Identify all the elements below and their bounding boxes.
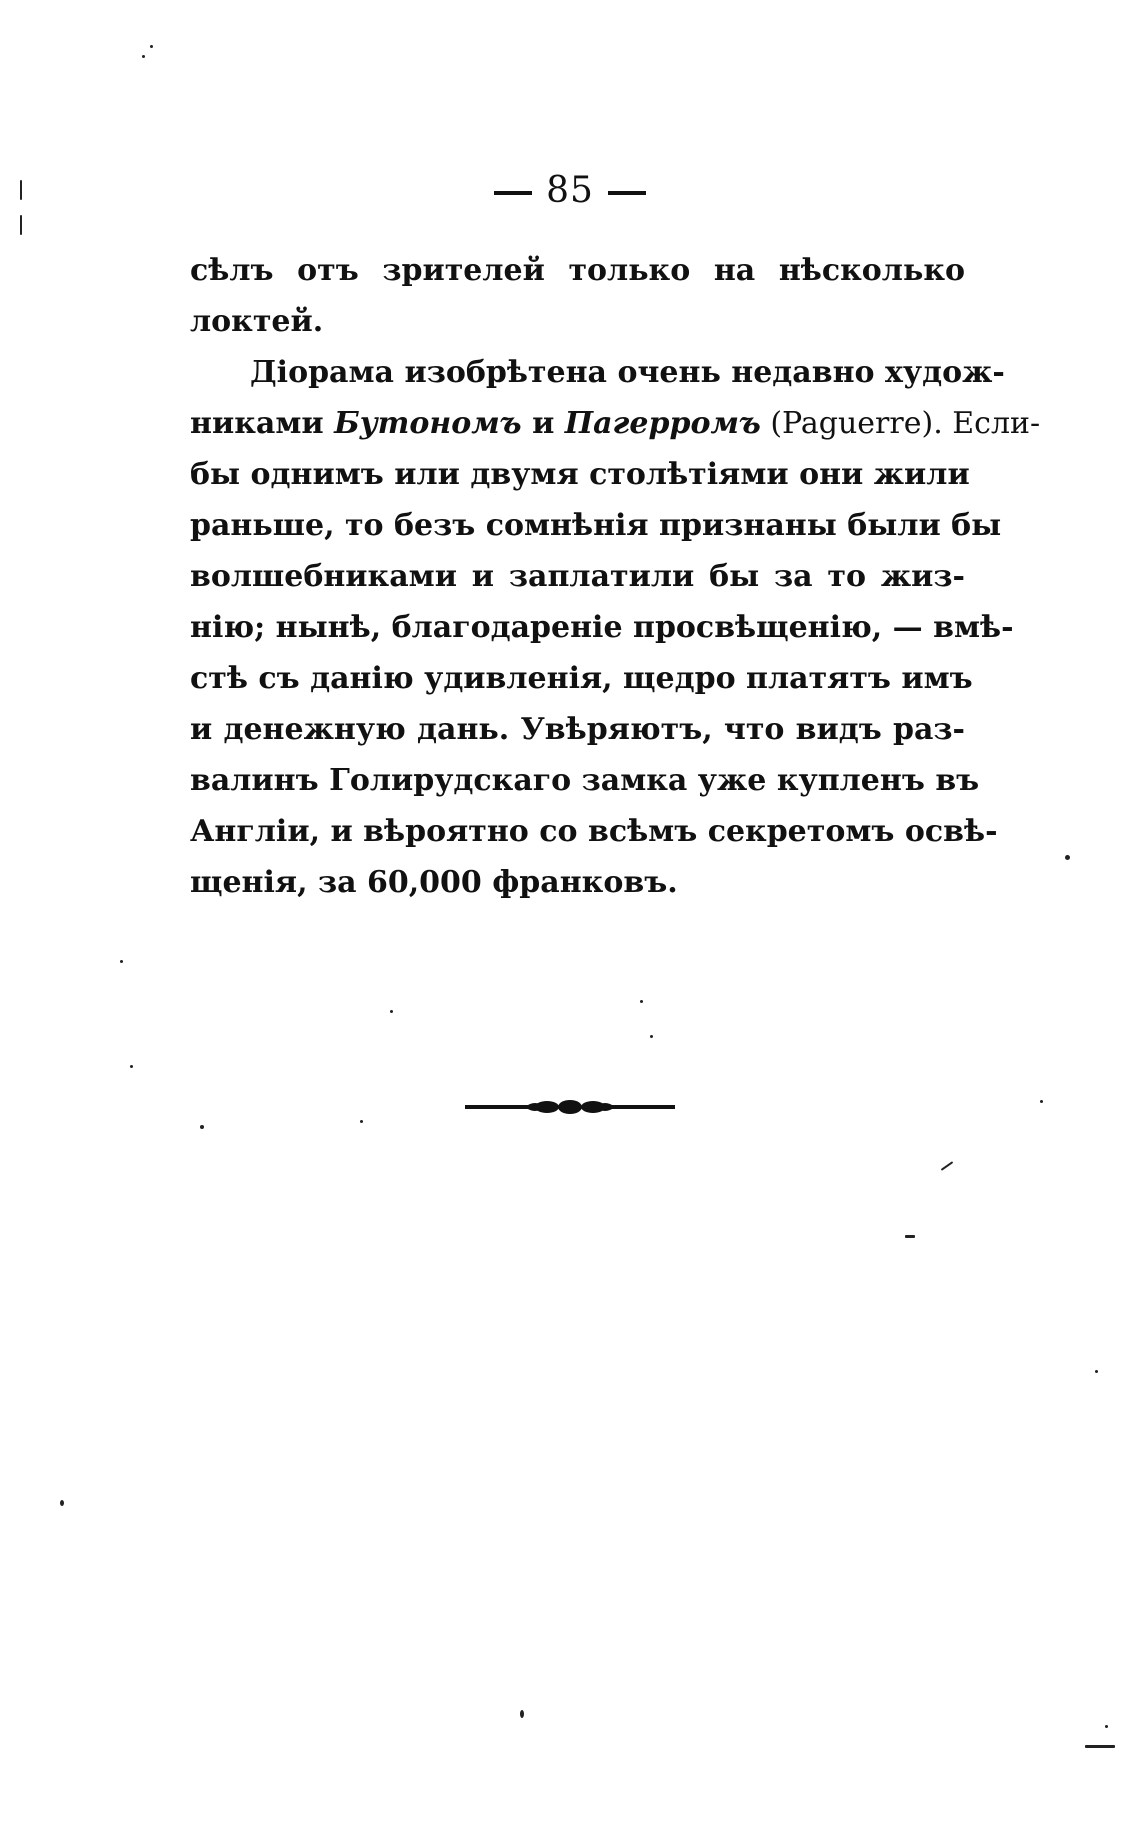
scan-speck: [130, 1065, 133, 1068]
scan-speck: [650, 1035, 653, 1038]
scan-speck: [1085, 1745, 1115, 1748]
text-line: Англіи, и вѣроятно со всѣмъ секретомъ освѣ-: [190, 814, 998, 849]
name-buton: Бутономъ: [334, 406, 522, 441]
text-line: щенія, за 60,000 франковъ.: [190, 865, 678, 900]
text-line: валинъ Голирудскаго замка уже купленъ въ: [190, 763, 980, 798]
scan-speck: [60, 1500, 64, 1506]
scan-speck: [120, 960, 123, 963]
text-line: сѣлъ отъ зрителей только на нѣсколько: [190, 253, 965, 288]
scan-speck: [1040, 1100, 1043, 1103]
dash-right: [608, 191, 646, 195]
text-line: нію; нынѣ, благодареніе просвѣщенію, — вмѣ-: [190, 610, 1014, 645]
body-text: [190, 245, 1041, 908]
scan-speck: [520, 1710, 524, 1718]
scan-speck: [200, 1125, 204, 1129]
text-fragment: (Paguerre). Если-: [760, 406, 1041, 441]
scan-speck: [1105, 1725, 1108, 1728]
scan-speck: [20, 180, 22, 200]
text-line: бы однимъ или двумя столѣтіями они жили: [190, 457, 970, 492]
scan-speck: [1065, 855, 1070, 860]
name-pagerr: Пагерромъ: [564, 406, 761, 441]
text-fragment: и: [521, 406, 565, 441]
page-number-value: 85: [546, 170, 594, 211]
scan-speck: [640, 1000, 643, 1003]
scan-speck: [150, 45, 153, 48]
text-fragment: никами: [190, 406, 335, 441]
text-line-with-names: [190, 398, 1041, 449]
scan-speck: [20, 215, 22, 235]
text-line: раньше, то безъ сомнѣнія признаны были бы: [190, 508, 1002, 543]
text-line: локтей.: [190, 304, 324, 339]
scan-speck: [142, 55, 145, 58]
scan-speck: [390, 1010, 393, 1013]
scan-speck: [905, 1235, 915, 1238]
dash-left: [494, 191, 532, 195]
scan-speck: [1095, 1370, 1098, 1373]
decorative-rule-ornament-icon: [465, 1095, 675, 1119]
text-line: волшебниками и заплатили бы за то жиз-: [190, 559, 965, 594]
text-line: и денежную дань. Увѣряютъ, что видъ раз-: [190, 712, 965, 747]
text-line: Діорама изобрѣтена очень недавно худож-: [250, 355, 1005, 390]
page-number: [0, 170, 1140, 211]
text-line: стѣ съ данію удивленія, щедро платятъ имъ: [190, 661, 973, 696]
scan-speck: [941, 1161, 954, 1171]
scan-speck: [360, 1120, 363, 1123]
